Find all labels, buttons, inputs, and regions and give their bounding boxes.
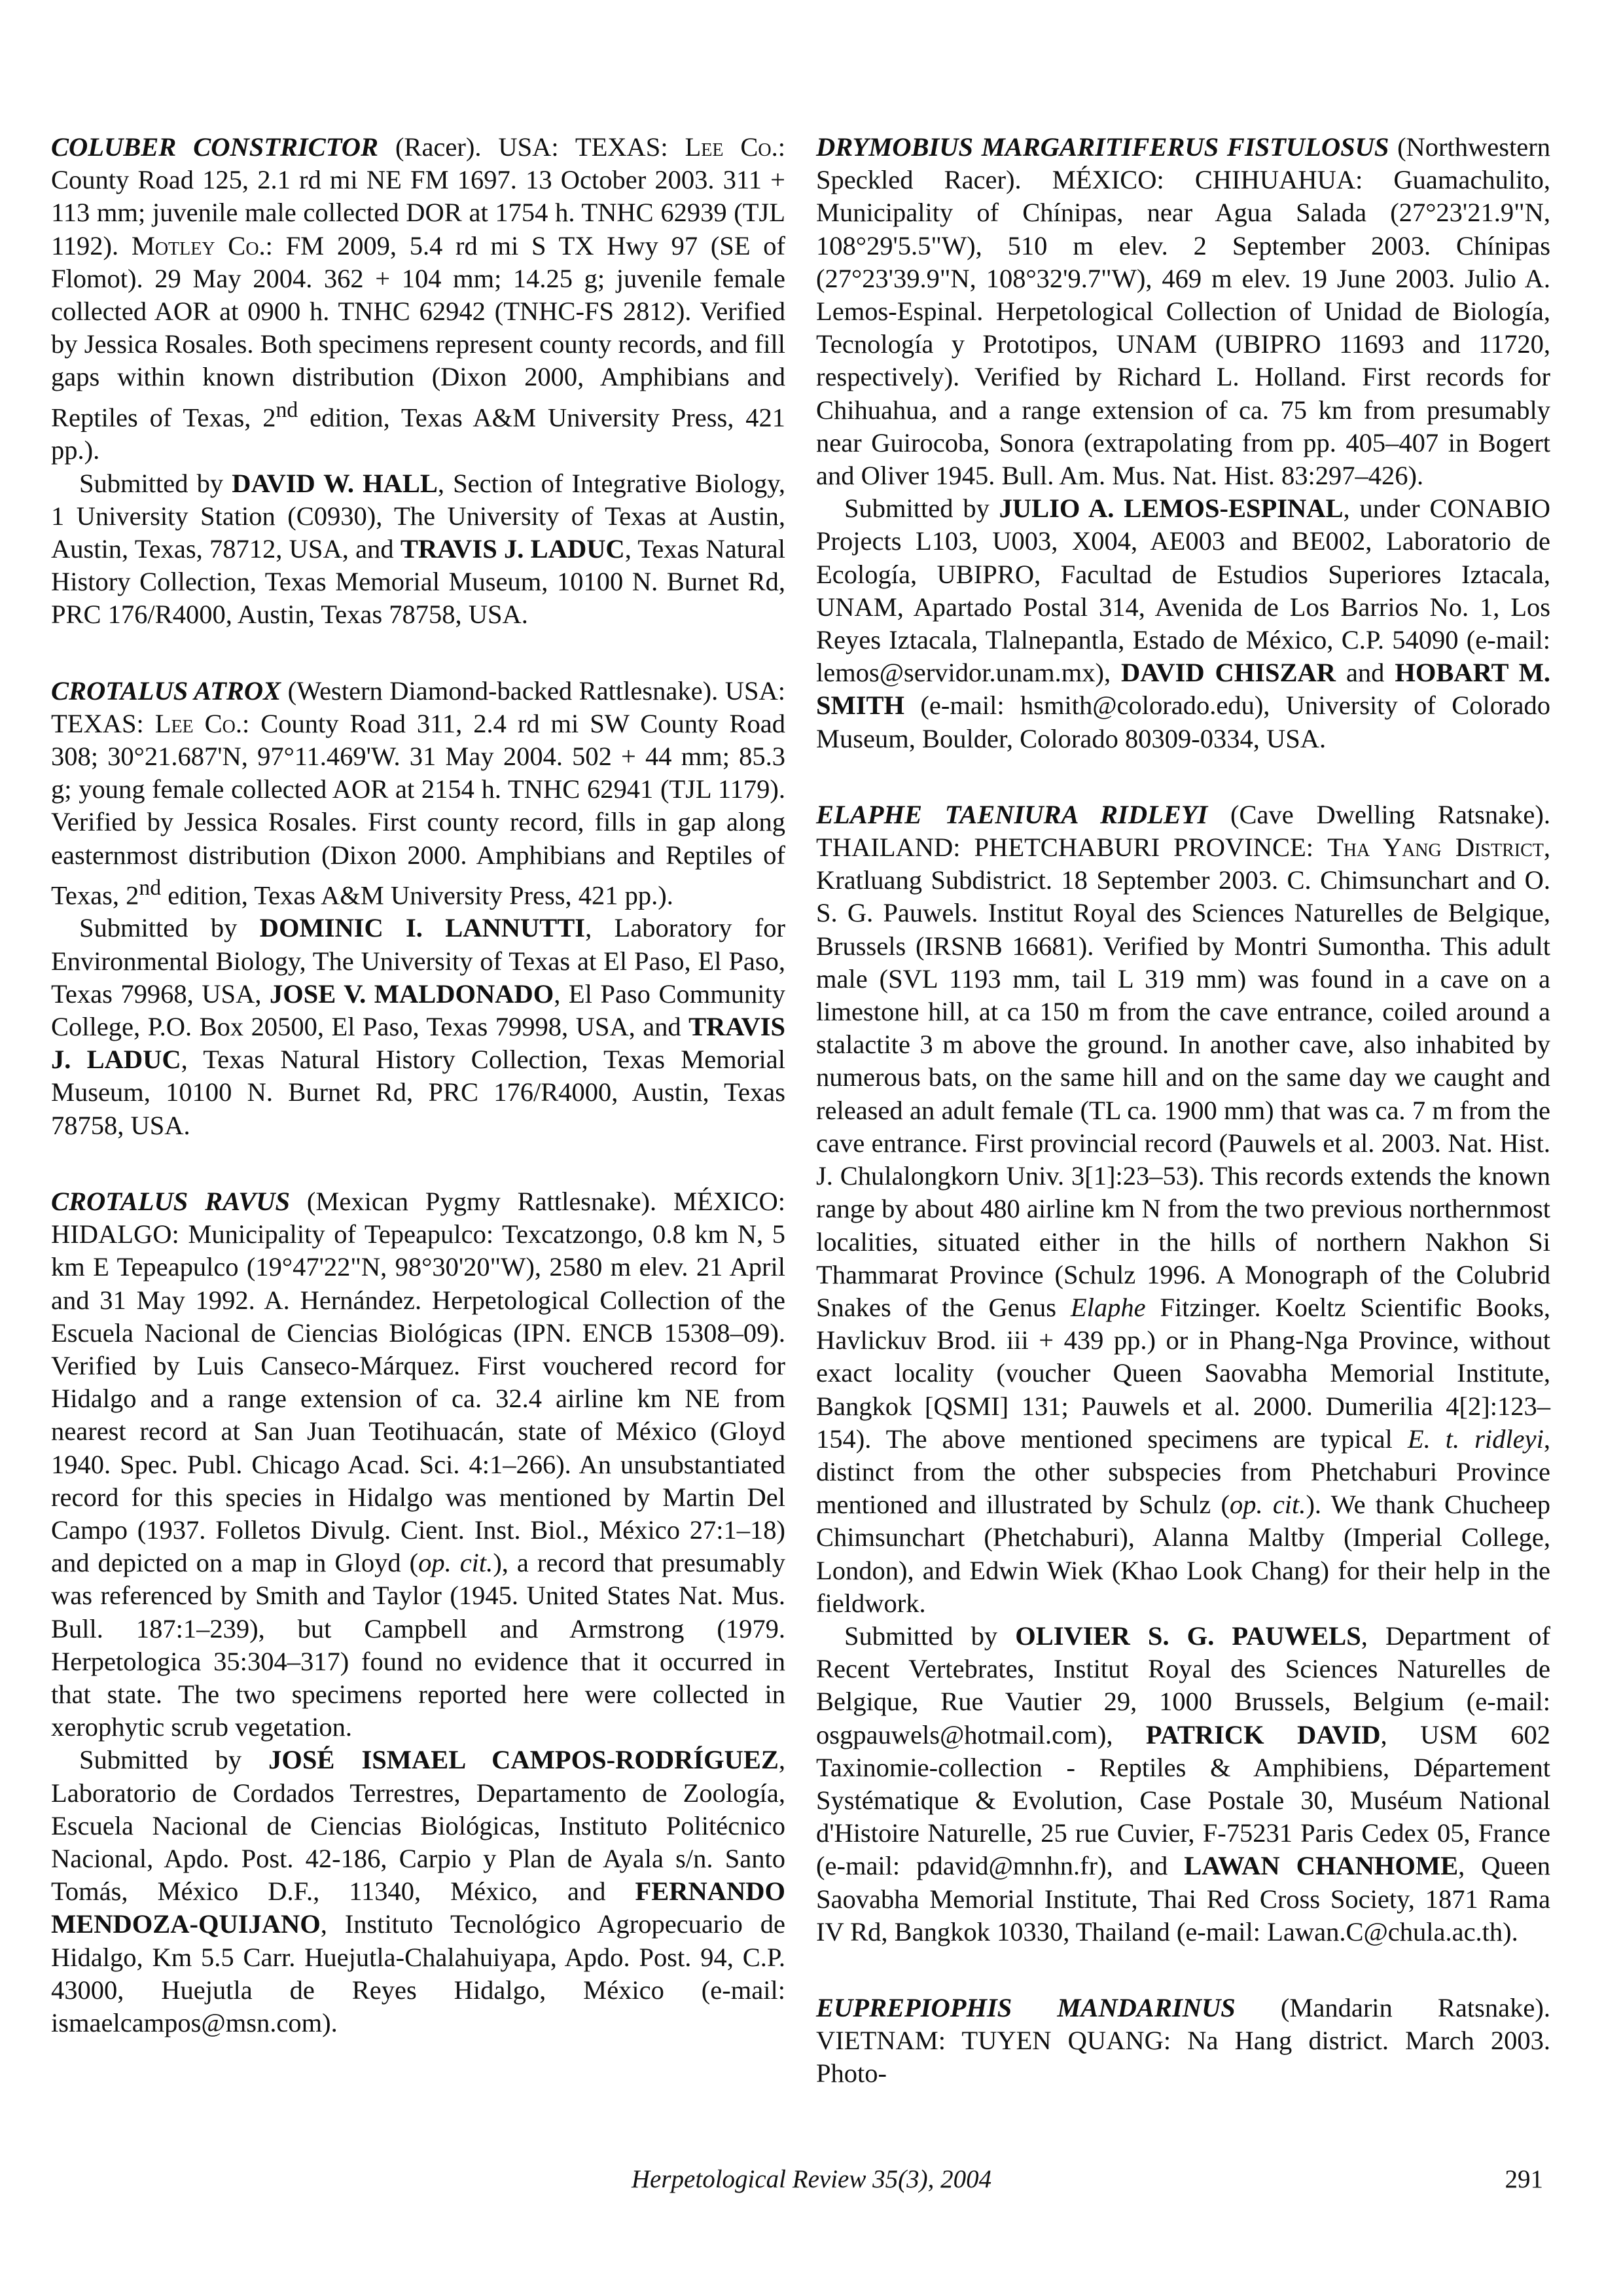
- submitted-by: Submitted by DAVID W. HALL, Section of Integrative Biology, 1 University Station (C0930), The University of Texas at Austin, Austin, Texas, 78712, USA, and TRAVIS J. LADUC, Texas Natural History Collection, Texas Memorial Museum, 10100 N. Burnet Rd, PRC 176/R4000, Austin, Texas 78758, USA.: [51, 468, 786, 630]
- author-name: DOMINIC I. LANNUTTI: [259, 913, 586, 943]
- page-footer: [0, 2163, 1623, 2202]
- author-name: PATRICK DAVID: [1145, 1719, 1381, 1749]
- author-name: HOBART M. SMITH: [816, 658, 1550, 721]
- species-name: COLUBER CONSTRICTOR: [51, 132, 379, 162]
- entry-elaphe-taeniura: [816, 798, 1550, 1948]
- species-name: DRYMOBIUS MARGARITIFERUS FISTULOSUS: [816, 132, 1389, 162]
- entry-body: COLUBER CONSTRICTOR (Racer). USA: TEXAS: Lee Co.: County Road 125, 2.1 rd mi NE FM 1697. 13 October 2003. 311 + 113 mm; juvenile male collected DOR at 1754 h. TNHC 62939 (TJL 1192). Motley Co.: FM 2009, 5.4 rd mi S TX Hwy 97 (SE of Flomot). 29 May 2004. 362 + 104 mm; 14.25 g; juvenile female collected AOR at 0900 h. TNHC 62942 (TNHC-FS 2812). Verified by Jessica Rosales. Both specimens represent county records, and fill gaps within known distribution (Dixon 2000, Amphibians and Reptiles of Texas, 2nd edition, Texas A&M University Press, 421 pp.).: [51, 132, 786, 465]
- left-column: [51, 131, 785, 2039]
- author-name: JULIO A. LEMOS-ESPINAL: [999, 493, 1344, 524]
- submitted-by: Submitted by OLIVIER S. G. PAUWELS, Department of Recent Vertebrates, Institut Royal des Sciences Naturelles de Belgique, Rue Vautier 29, 1000 Brussels, Belgium (e-mail: osgpauwels@hotmail.com), PATRICK DAVID, USM 602 Taxinomie-collection - Reptiles & Amphibiens, Département Systématique & Evolution, Case Postale 30, Muséum National d'Histoire Naturelle, 25 rue Cuvier, F-75231 Paris Cedex 05, France (e-mail: pdavid@mnhn.fr), and LAWAN CHANHOME, Queen Saovabha Memorial Institute, Thai Red Cross Society, 1871 Rama IV Rd, Bangkok 10330, Thailand (e-mail: Lawan.C@chula.ac.th).: [816, 1621, 1550, 1946]
- entry-body: ELAPHE TAENIURA RIDLEYI (Cave Dwelling Ratsnake). THAILAND: PHETCHABURI PROVINCE: Tha Yang District, Kratluang Subdistrict. 18 September 2003. C. Chimsunchart and O. S. G. Pauwels. Institut Royal des Sciences Naturelles de Belgique, Brussels (IRSNB 16681). Verified by Montri Sumontha. This adult male (SVL 1193 mm, tail L 319 mm) was found in a cave on a limestone hill, at ca 150 m from the cave entrance, coiled around a stalactite 3 m above the ground. In another cave, also inhabited by numerous bats, on the same hill and on the same day we caught and released an adult female (TL ca. 1900 mm) that was ca. 7 m from the cave entrance. First provincial record (Pauwels et al. 2003. Nat. Hist. J. Chulalongkorn Univ. 3[1]:23–53). This records extends the known range by about 480 airline km N from the two previous northernmost localities, situated either in the hills of northern Nakhon Si Thammarat Province (Schulz 1996. A Monograph of the Colubrid Snakes of the Genus Elaphe Fitzinger. Koeltz Scientific Books, Havlickuv Brod. iii + 439 pp.) or in Phang-Nga Province, without exact locality (voucher Queen Saovabha Memorial Institute, Bangkok [QSMI] 131; Pauwels et al. 2000. Dumerilia 4[2]:123–154). The above mentioned specimens are typical E. t. ridleyi, distinct from the other subspecies from Phetchaburi Province mentioned and illustrated by Schulz (op. cit.). We thank Chucheep Chimsunchart (Phetchaburi), Alanna Maltby (Imperial College, London), and Edwin Wiek (Khao Look Chang) for their help in the fieldwork.: [816, 799, 1551, 1618]
- entry-crotalus-atrox: [51, 675, 785, 1142]
- county-name: Motley Co.: [131, 230, 266, 260]
- species-name: EUPREPIOPHIS MANDARINUS: [816, 1992, 1236, 2022]
- author-name: FERNANDO MENDOZA-QUIJANO: [51, 1876, 785, 1939]
- district-name: Tha Yang District: [1327, 833, 1544, 863]
- species-name: ELAPHE TAENIURA RIDLEYI: [816, 799, 1208, 829]
- submitted-by: Submitted by JOSÉ ISMAEL CAMPOS-RODRÍGUEZ, Laboratorio de Cordados Terrestres, Departamento de Zoología, Escuela Nacional de Ciencias Biológicas, Instituto Politécnico Nacional, Apdo. Post. 42-186, Carpio y Plan de Ayala s/n. Santo Tomás, México D.F., 11340, México, and FERNANDO MENDOZA-QUIJANO, Instituto Tecnológico Agropecuario de Hidalgo, Km 5.5 Carr. Huejutla-Chalahuiyapa, Apdo. Post. 94, C.P. 43000, Huejutla de Reyes Hidalgo, México (e-mail: ismaelcampos@msn.com).: [51, 1745, 785, 2037]
- species-name: CROTALUS RAVUS: [51, 1186, 290, 1216]
- submitted-by: Submitted by DOMINIC I. LANNUTTI, Laboratory for Environmental Biology, The University of Texas at El Paso, El Paso, Texas 79968, USA, JOSE V. MALDONADO, El Paso Community College, P.O. Box 20500, El Paso, Texas 79998, USA, and TRAVIS J. LADUC, Texas Natural History Collection, Texas Memorial Museum, 10100 N. Burnet Rd, PRC 176/R4000, Austin, Texas 78758, USA.: [51, 913, 786, 1140]
- author-name: DAVID CHISZAR: [1121, 658, 1336, 688]
- author-name: LAWAN CHANHOME: [1184, 1851, 1459, 1881]
- author-name: TRAVIS J. LADUC: [51, 1012, 785, 1075]
- submitted-by: Submitted by JULIO A. LEMOS-ESPINAL, under CONABIO Projects L103, U003, X004, AE003 and BE002, Laboratorio de Ecología, UBIPRO, Facultad de Estudios Superiores Iztacala, UNAM, Apartado Postal 314, Avenida de Los Barrios No. 1, Los Reyes Iztacala, Tlalnepantla, Estado de México, C.P. 54090 (e-mail: lemos@servidor.unam.mx), DAVID CHISZAR and HOBART M. SMITH (e-mail: hsmith@colorado.edu), University of Colorado Museum, Boulder, Colorado 80309-0334, USA.: [816, 493, 1550, 753]
- entry-body: CROTALUS ATROX (Western Diamond-backed Rattlesnake). USA: TEXAS: Lee Co.: County Road 311, 2.4 rd mi SW County Road 308; 30°21.687'N, 97°11.469'W. 31 May 2004. 502 + 44 mm; 85.3 g; young female collected AOR at 2154 h. TNHC 62941 (TJL 1179). Verified by Jessica Rosales. First county record, fills in gap along easternmost distribution (Dixon 2000. Amphibians and Reptiles of Texas, 2nd edition, Texas A&M University Press, 421 pp.).: [51, 675, 786, 910]
- author-name: OLIVIER S. G. PAUWELS: [1015, 1621, 1361, 1651]
- entry-euprepiophis: [816, 1992, 1550, 2090]
- journal-citation: Herpetological Review 35(3), 2004: [631, 2165, 992, 2193]
- county-name: Lee Co.: [685, 132, 778, 162]
- entry-coluber-constrictor: [51, 131, 785, 632]
- species-name: CROTALUS ATROX: [51, 675, 281, 706]
- entry-crotalus-ravus: [51, 1185, 785, 2039]
- entry-body: EUPREPIOPHIS MANDARINUS (Mandarin Ratsnake). VIETNAM: TUYEN QUANG: Na Hang district. March 2003. Photo-: [816, 1992, 1550, 2089]
- author-name: JOSÉ ISMAEL CAMPOS-RODRÍGUEZ: [268, 1745, 779, 1775]
- author-name: DAVID W. HALL: [232, 468, 438, 498]
- page-number: 291: [1505, 2165, 1543, 2193]
- author-name: TRAVIS J. LADUC: [400, 533, 625, 564]
- entry-body: DRYMOBIUS MARGARITIFERUS FISTULOSUS (Northwestern Speckled Racer). MÉXICO: CHIHUAHUA: Guamachulito, Municipality of Chínipas, near Agua Salada (27°23'21.9"N, 108°29'5.5"W), 510 m elev. 2 September 2003. Chínipas (27°23'39.9"N, 108°32'9.7"W), 469 m elev. 19 June 2003. Julio A. Lemos-Espinal. Herpetological Collection of Unidad de Biología, Tecnología y Prototipos, UNAM (UBIPRO 11693 and 11720, respectively). Verified by Richard L. Holland. First records for Chihuahua, and a range extension of ca. 75 km from presumably near Guirocoba, Sonora (extrapolating from pp. 405–407 in Bogert and Oliver 1945. Bull. Am. Mus. Nat. Hist. 83:297–426).: [816, 132, 1550, 491]
- county-name: Lee Co.: [154, 708, 242, 738]
- entry-drymobius: [816, 131, 1550, 755]
- entry-body: CROTALUS RAVUS (Mexican Pygmy Rattlesnake). MÉXICO: HIDALGO: Municipality of Tepeapulco: Texcatzongo, 0.8 km N, 5 km E Tepeapulco (19°47'22"N, 98°30'20"W), 2580 m elev. 21 April and 31 May 1992. A. Hernández. Herpetological Collection of the Escuela Nacional de Ciencias Biológicas (IPN. ENCB 15308–09). Verified by Luis Canseco-Márquez. First vouchered record for Hidalgo and a range extension of ca. 32.4 airline km NE from nearest record at San Juan Teotihuacán, state of México (Gloyd 1940. Spec. Publ. Chicago Acad. Sci. 4:1–266). An unsubstantiated record for this species in Hidalgo was mentioned by Martin Del Campo (1937. Folletos Divulg. Cient. Inst. Biol., México 27:1–18) and depicted on a map in Gloyd (op. cit.), a record that presumably was referenced by Smith and Taylor (1945. United States Nat. Mus. Bull. 187:1–239), but Campbell and Armstrong (1979. Herpetologica 35:304–317) found no evidence that it occurred in that state. The two specimens reported here were collected in xerophytic scrub vegetation.: [51, 1186, 786, 1742]
- author-name: JOSE V. MALDONADO: [269, 978, 554, 1009]
- right-column: [816, 131, 1550, 2090]
